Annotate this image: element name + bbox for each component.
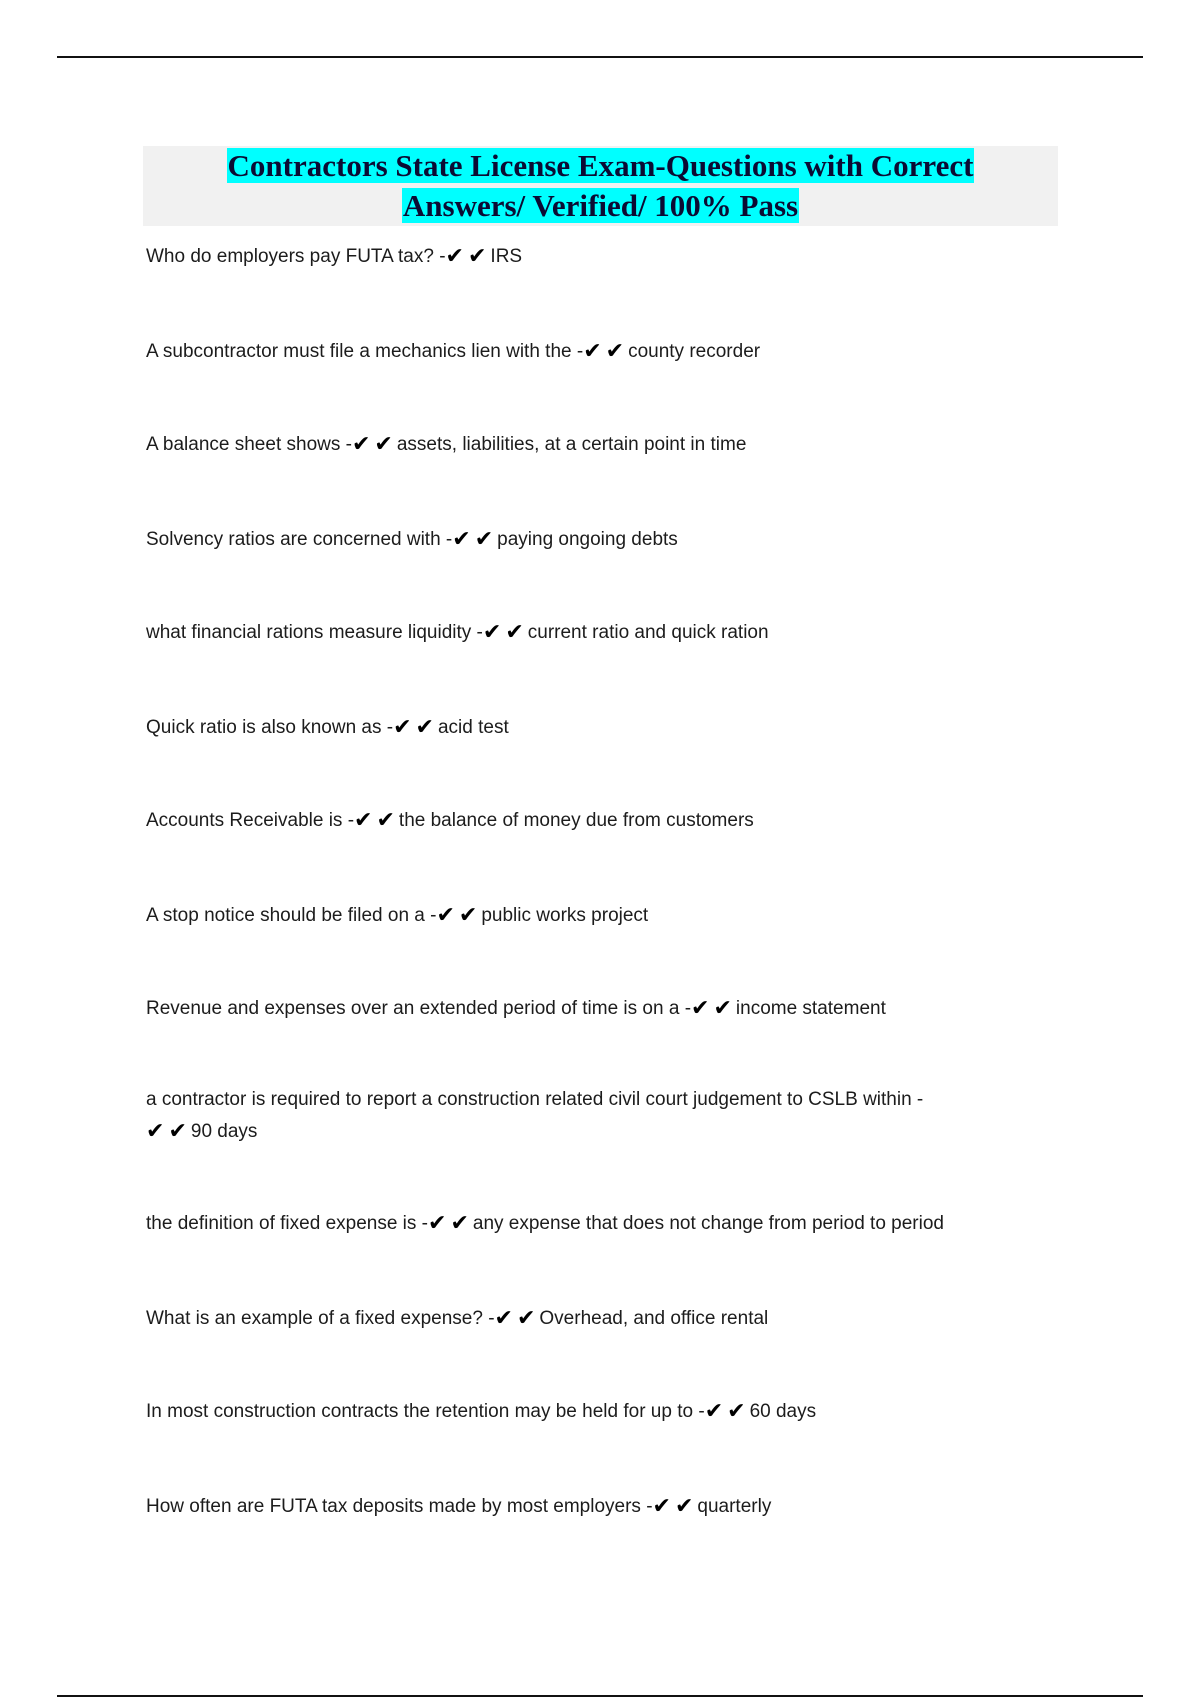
qa-item-9 — [146, 993, 1046, 1025]
checkmark-icon: ✔ — [467, 244, 487, 269]
question-text: Accounts Receivable is - — [146, 810, 355, 831]
qa-item-3 — [146, 429, 1046, 461]
checkmark-icon: ✔ — [415, 715, 434, 740]
checkmark-icon: ✔ — [146, 1119, 165, 1144]
answer-text: the balance of money due from customers — [398, 810, 754, 831]
answer-text: acid test — [437, 717, 509, 738]
checkmark-icon: ✔ — [436, 903, 455, 928]
answer-text: income statement — [735, 998, 886, 1019]
qa-item-1 — [146, 241, 1046, 273]
checkmark-icon: ✔ — [713, 996, 732, 1021]
checkmark-icon: ✔ — [727, 1399, 746, 1424]
footer-rule — [57, 1695, 1143, 1697]
checkmark-icon: ✔ — [583, 339, 602, 364]
answer-text: IRS — [490, 246, 523, 267]
question-text: the definition of fixed expense is - — [146, 1213, 429, 1234]
checkmark-icon: ✔ — [482, 620, 502, 645]
answer-text: public works project — [481, 905, 649, 926]
checkmark-icon: ✔ — [351, 432, 371, 457]
question-text: What is an example of a fixed expense? - — [146, 1308, 495, 1329]
document-title — [143, 146, 1058, 226]
question-text: How often are FUTA tax deposits made by most employers - — [146, 1496, 653, 1517]
checkmark-icon: ✔ — [516, 1306, 536, 1331]
checkmark-icon: ✔ — [652, 1494, 671, 1519]
answer-text: 90 days — [190, 1121, 258, 1142]
qa-item-5 — [146, 617, 1046, 649]
qa-item-8 — [146, 900, 1046, 932]
question-text: what financial rations measure liquidity - — [146, 622, 483, 643]
header-rule — [57, 56, 1143, 58]
qa-item-6 — [146, 712, 1046, 744]
answer-text: quarterly — [697, 1496, 772, 1517]
checkmark-icon: ✔ — [674, 1494, 694, 1519]
checkmark-icon: ✔ — [458, 903, 478, 928]
checkmark-icon: ✔ — [428, 1211, 447, 1236]
answer-text: assets, liabilities, at a certain point in time — [396, 434, 747, 455]
question-text: a contractor is required to report a construction related civil court judgement to CSLB within - — [146, 1089, 924, 1110]
qa-item-10 — [146, 1084, 1046, 1148]
answer-text: current ratio and quick ration — [527, 622, 769, 643]
checkmark-icon: ✔ — [452, 527, 471, 552]
checkmark-icon: ✔ — [374, 432, 393, 457]
answer-text: county recorder — [628, 341, 761, 362]
qa-item-7 — [146, 805, 1046, 837]
checkmark-icon: ✔ — [393, 715, 412, 740]
question-text: Who do employers pay FUTA tax? - — [146, 246, 446, 267]
question-text: A stop notice should be filed on a - — [146, 905, 437, 926]
question-text: In most construction contracts the retention may be held for up to - — [146, 1401, 705, 1422]
answer-text: any expense that does not change from period to period — [472, 1213, 944, 1234]
title-line-1: Contractors State License Exam-Questions with Correct — [227, 148, 974, 183]
answer-text: Overhead, and office rental — [539, 1308, 769, 1329]
qa-item-4 — [146, 524, 1046, 556]
qa-item-13 — [146, 1396, 1046, 1428]
qa-item-12 — [146, 1303, 1046, 1335]
checkmark-icon: ✔ — [445, 244, 464, 269]
checkmark-icon: ✔ — [376, 808, 395, 833]
checkmark-icon: ✔ — [691, 996, 710, 1021]
answer-text: 60 days — [749, 1401, 817, 1422]
qa-item-11 — [146, 1208, 1046, 1240]
checkmark-icon: ✔ — [354, 808, 373, 833]
qa-item-2 — [146, 336, 1046, 368]
checkmark-icon: ✔ — [505, 620, 524, 645]
checkmark-icon: ✔ — [168, 1119, 187, 1144]
checkmark-icon: ✔ — [704, 1399, 724, 1424]
checkmark-icon: ✔ — [494, 1306, 513, 1331]
answer-text: paying ongoing debts — [497, 529, 678, 550]
checkmark-icon: ✔ — [450, 1211, 469, 1236]
checkmark-icon: ✔ — [605, 339, 625, 364]
question-text: A subcontractor must file a mechanics lien with the - — [146, 341, 584, 362]
question-text: Solvency ratios are concerned with - — [146, 529, 453, 550]
checkmark-icon: ✔ — [474, 527, 494, 552]
question-text: A balance sheet shows - — [146, 434, 352, 455]
question-text: Revenue and expenses over an extended period of time is on a - — [146, 998, 692, 1019]
question-text: Quick ratio is also known as - — [146, 717, 394, 738]
title-line-2: Answers/ Verified/ 100% Pass — [402, 188, 799, 223]
qa-item-14 — [146, 1491, 1046, 1523]
